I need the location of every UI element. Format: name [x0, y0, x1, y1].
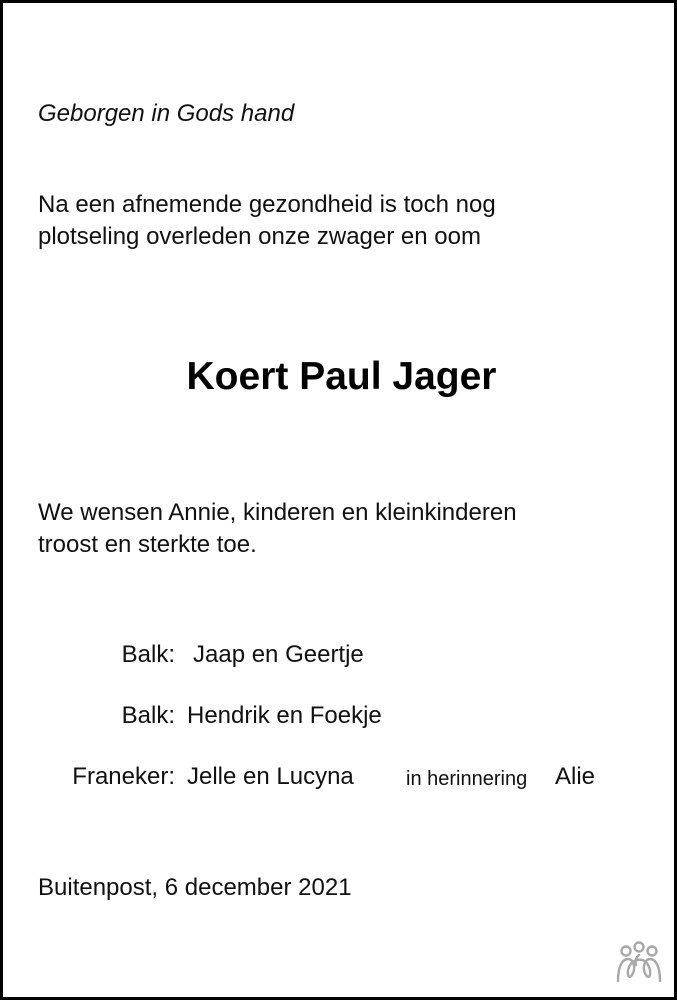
signatory-names: Hendrik en Foekje	[187, 702, 382, 729]
signatory-row	[3, 761, 677, 793]
intro-line-1: Na een afnemende gezondheid is toch nog	[38, 191, 496, 218]
memorial-prefix: in herinnering	[406, 768, 528, 790]
condolence-text	[38, 497, 517, 561]
memorial-name: Alie	[555, 763, 596, 790]
signatory-place: Balk:	[121, 702, 175, 729]
intro-line-2: plotseling overleden onze zwager en oom	[38, 223, 481, 250]
signatory-place: Balk:	[121, 641, 175, 668]
place-date: Buitenpost, 6 december 2021	[38, 874, 352, 901]
signatory-names: Jelle en Lucyna	[187, 763, 354, 790]
signatory-row	[3, 639, 677, 671]
signatory-row	[3, 700, 677, 732]
wish-line-2: troost en sterkte toe.	[38, 531, 257, 558]
signatory-place: Franeker:	[72, 763, 175, 790]
people-group-icon	[614, 941, 664, 985]
signatory-names: Jaap en Geertje	[193, 641, 364, 668]
wish-line-1: We wensen Annie, kinderen en kleinkinderen	[38, 499, 517, 526]
motto: Geborgen in Gods hand	[38, 100, 295, 127]
intro-text	[38, 189, 496, 253]
deceased-name: Koert Paul Jager	[186, 355, 497, 398]
